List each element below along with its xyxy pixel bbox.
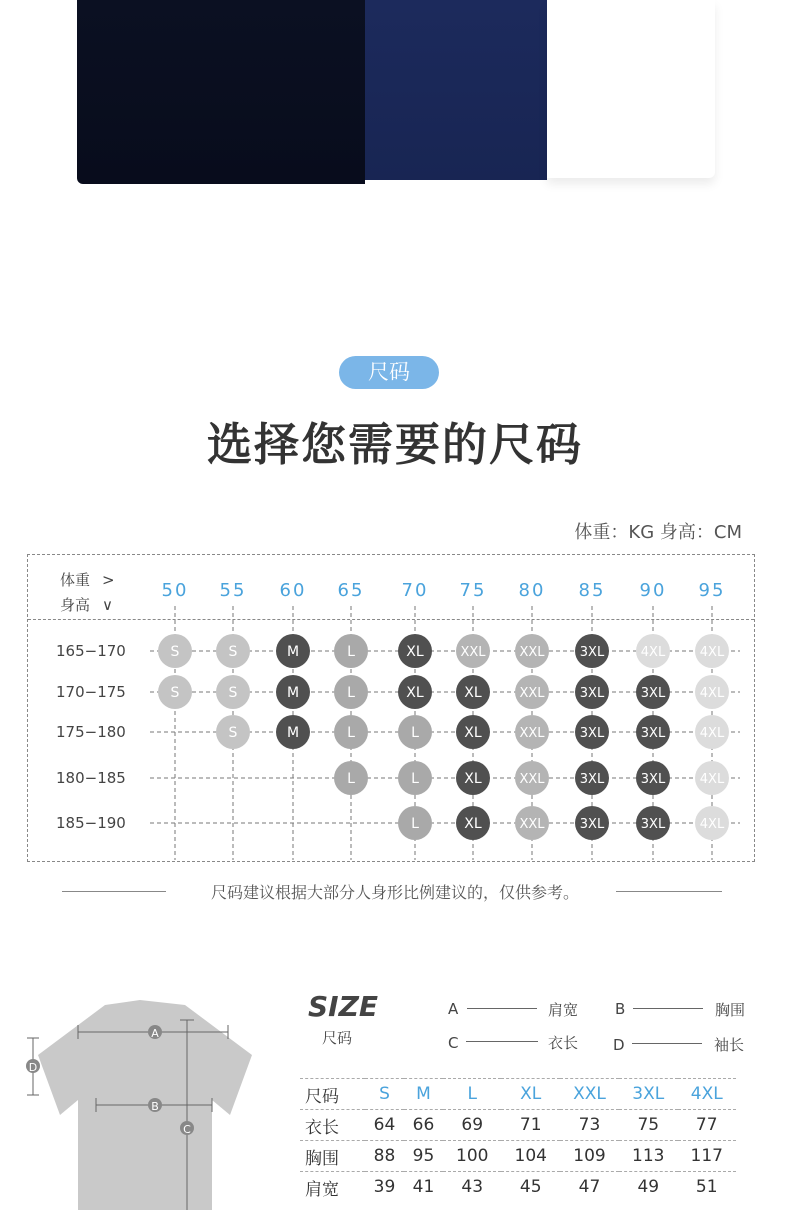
size-dot-label: XXL bbox=[460, 645, 486, 660]
size-dot-label: XL bbox=[464, 685, 482, 701]
size-dot-label: 3XL bbox=[640, 726, 666, 741]
height-axis-label: 身高 ∨ bbox=[60, 596, 113, 614]
size-dot-label: 4XL bbox=[699, 726, 725, 741]
size-dot-label: L bbox=[411, 816, 419, 832]
size-dot-label: XXL bbox=[519, 686, 545, 701]
diagram-label-a: A bbox=[151, 1027, 159, 1040]
legend-line-d bbox=[632, 1043, 702, 1044]
size-dot-label: L bbox=[411, 771, 419, 787]
height-row-label: 170−175 bbox=[56, 683, 126, 701]
table-cell: 49 bbox=[619, 1172, 677, 1203]
size-dot-label: XXL bbox=[519, 645, 545, 660]
unit-note: 体重：KG 身高：CM bbox=[574, 522, 742, 543]
size-dot-label: 4XL bbox=[699, 645, 725, 660]
size-dot-label: 3XL bbox=[579, 686, 605, 701]
size-dot-label: 3XL bbox=[579, 817, 605, 832]
size-dot-label: XXL bbox=[519, 817, 545, 832]
table-cell: 47 bbox=[560, 1172, 619, 1203]
legend-label-c: 衣长 bbox=[548, 1034, 579, 1052]
size-dot-label: M bbox=[286, 725, 300, 741]
table-header-cell: L bbox=[443, 1079, 501, 1110]
size-dot-label: S bbox=[228, 725, 238, 741]
legend-line-c bbox=[466, 1041, 538, 1042]
size-dot-label: 4XL bbox=[699, 686, 725, 701]
weight-column-label: 65 bbox=[337, 580, 365, 601]
diagram-label-d: D bbox=[28, 1061, 38, 1074]
table-cell: 95 bbox=[404, 1141, 443, 1172]
size-dot-label: 3XL bbox=[640, 817, 666, 832]
size-dot-label: 4XL bbox=[699, 772, 725, 787]
legend-key-d: D bbox=[613, 1036, 625, 1054]
weight-column-label: 75 bbox=[459, 580, 487, 601]
table-header-cell: 尺码 bbox=[300, 1079, 365, 1110]
size-dot-label: XL bbox=[406, 685, 424, 701]
size-dot-label: 3XL bbox=[640, 772, 666, 787]
weight-column-label: 80 bbox=[518, 580, 546, 601]
table-header-cell: M bbox=[404, 1079, 443, 1110]
size-dot-label: L bbox=[347, 644, 355, 660]
height-row-label: 165−170 bbox=[56, 642, 126, 660]
size-dot-label: XL bbox=[464, 816, 482, 832]
weight-column-label: 95 bbox=[698, 580, 726, 601]
size-dot-label: L bbox=[411, 725, 419, 741]
legend-label-b: 胸围 bbox=[715, 1001, 746, 1019]
table-row bbox=[300, 1172, 736, 1203]
legend-key-a: A bbox=[448, 1000, 459, 1018]
size-dot-label: S bbox=[228, 685, 238, 701]
table-cell: 64 bbox=[365, 1110, 404, 1141]
size-measurement-table bbox=[300, 1078, 736, 1202]
size-dot-label: 4XL bbox=[640, 645, 666, 660]
size-dot-label: XXL bbox=[519, 772, 545, 787]
table-header-cell: S bbox=[365, 1079, 404, 1110]
table-row bbox=[300, 1110, 736, 1141]
size-dot-label: 3XL bbox=[579, 772, 605, 787]
diagram-label-c: C bbox=[183, 1123, 191, 1136]
footnote-rule-right bbox=[616, 891, 722, 892]
height-row-label: 180−185 bbox=[56, 769, 126, 787]
weight-column-label: 55 bbox=[219, 580, 247, 601]
weight-column-label: 85 bbox=[578, 580, 606, 601]
size-title: SIZE bbox=[308, 990, 379, 1023]
weight-column-label: 90 bbox=[639, 580, 667, 601]
size-dot-label: S bbox=[170, 644, 180, 660]
table-cell: 66 bbox=[404, 1110, 443, 1141]
section-badge: 尺码 bbox=[339, 356, 439, 389]
table-row bbox=[300, 1141, 736, 1172]
table-cell: 100 bbox=[443, 1141, 501, 1172]
size-dot-label: 3XL bbox=[579, 726, 605, 741]
weight-column-label: 60 bbox=[279, 580, 307, 601]
size-dot-label: L bbox=[347, 771, 355, 787]
legend-line-b bbox=[633, 1008, 703, 1009]
legend-key-c: C bbox=[448, 1034, 459, 1052]
weight-column-label: 70 bbox=[401, 580, 429, 601]
weight-column-label: 50 bbox=[161, 580, 189, 601]
size-subtitle: 尺码 bbox=[322, 1029, 353, 1047]
table-cell: 39 bbox=[365, 1172, 404, 1203]
table-cell: 88 bbox=[365, 1141, 404, 1172]
table-header-cell: 3XL bbox=[619, 1079, 677, 1110]
size-dot-label: S bbox=[170, 685, 180, 701]
size-dot-label: XL bbox=[406, 644, 424, 660]
size-dot-label: M bbox=[286, 685, 300, 701]
size-dot-label: 4XL bbox=[699, 817, 725, 832]
height-row-label: 175−180 bbox=[56, 723, 126, 741]
table-cell: 109 bbox=[560, 1141, 619, 1172]
size-dot-label: M bbox=[286, 644, 300, 660]
table-row-label: 衣长 bbox=[300, 1110, 365, 1141]
table-cell: 51 bbox=[678, 1172, 737, 1203]
size-dot-label: XL bbox=[464, 725, 482, 741]
size-dot-label: XXL bbox=[519, 726, 545, 741]
size-dot-label: 3XL bbox=[579, 645, 605, 660]
legend-key-b: B bbox=[615, 1000, 626, 1018]
diagram-label-b: B bbox=[151, 1100, 159, 1113]
table-header-cell: 4XL bbox=[678, 1079, 737, 1110]
table-row-label: 胸围 bbox=[300, 1141, 365, 1172]
table-cell: 75 bbox=[619, 1110, 677, 1141]
table-cell: 69 bbox=[443, 1110, 501, 1141]
size-dot-label: L bbox=[347, 725, 355, 741]
table-cell: 41 bbox=[404, 1172, 443, 1203]
table-row-label: 肩宽 bbox=[300, 1172, 365, 1203]
weight-axis-label: 体重 > bbox=[60, 571, 115, 589]
table-cell: 117 bbox=[678, 1141, 737, 1172]
table-cell: 113 bbox=[619, 1141, 677, 1172]
table-header-cell: XL bbox=[501, 1079, 559, 1110]
size-dot-label: 3XL bbox=[640, 686, 666, 701]
legend-line-a bbox=[467, 1008, 537, 1009]
page-title: 选择您需要的尺码 bbox=[206, 418, 583, 471]
size-dot-label: L bbox=[347, 685, 355, 701]
footnote: 尺码建议根据大部分人身形比例建议的，仅供参考。 bbox=[210, 883, 579, 902]
table-header-row bbox=[300, 1079, 736, 1110]
table-cell: 73 bbox=[560, 1110, 619, 1141]
size-dot-label: S bbox=[228, 644, 238, 660]
legend-label-d: 袖长 bbox=[714, 1036, 745, 1054]
table-header-cell: XXL bbox=[560, 1079, 619, 1110]
height-row-label: 185−190 bbox=[56, 814, 126, 832]
size-dot-label: XL bbox=[464, 771, 482, 787]
table-cell: 43 bbox=[443, 1172, 501, 1203]
table-cell: 45 bbox=[501, 1172, 559, 1203]
legend-label-a: 肩宽 bbox=[548, 1001, 579, 1019]
table-cell: 104 bbox=[501, 1141, 559, 1172]
shirt-measure-diagram bbox=[20, 995, 270, 1210]
table-cell: 77 bbox=[678, 1110, 737, 1141]
table-cell: 71 bbox=[501, 1110, 559, 1141]
